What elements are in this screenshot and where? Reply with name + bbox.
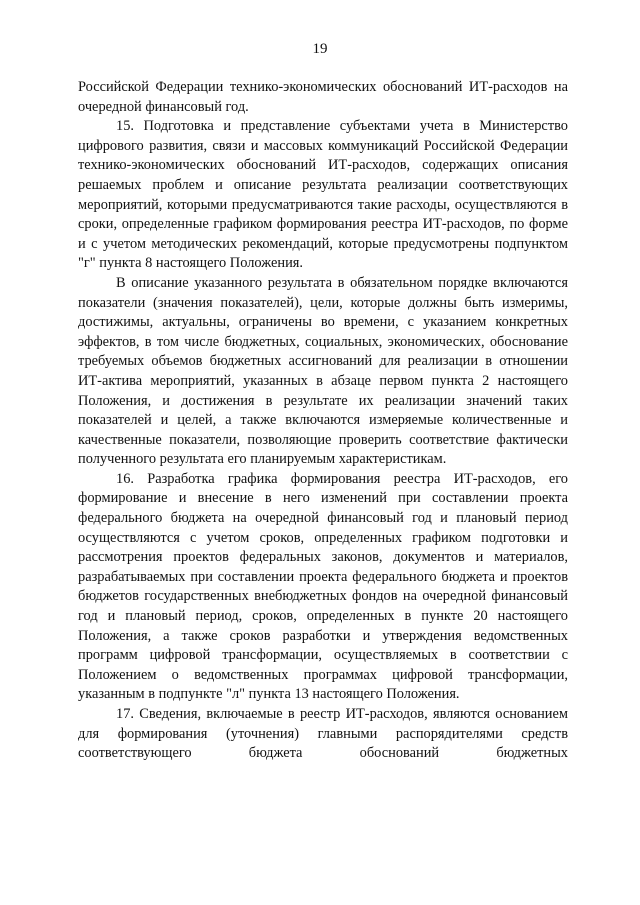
paragraph-continuation: Российской Федерации технико-экономических обоснований ИТ-расходов на очередной финансовый год. (78, 79, 568, 115)
page-number: 19 (312, 41, 328, 57)
paragraph-item-17: 17. Сведения, включаемые в реестр ИТ-расходов, являются основанием для формирования (уточнения) главными распорядителями средств соответствующего бюджета обоснований бюджетных (78, 706, 568, 762)
paragraph-result-description: В описание указанного результата в обязательном порядке включаются показатели (значения показателей), цели, которые должны быть измеримы, достижимы, актуальны, ограничены во времени, с указанием конкретных эффектов, в том числе бюджетных, социальных, экономических, обоснование требуемых объемов бюджетных ассигнований для реализации в отношении ИТ-актива мероприятий, указанных в абзаце первом пункта 2 настоящего Положения, и достижения в результате их реализации значений таких показателей и целей, а также включаются измеряемые количественные и качественные показатели, позволяющие проверить соответствие фактически полученного результата его планируемым характеристикам. (78, 274, 568, 468)
document-body (78, 78, 568, 764)
paragraph-item-16: 16. Разработка графика формирования реестра ИТ-расходов, его формирование и внесение в него изменений при составлении проекта федерального бюджета на очередной финансовый год и плановый период осуществляются с учетом сроков, определенных графиком подготовки и рассмотрения проектов федеральных законов, документов и материалов, разрабатываемых при составлении проекта федерального бюджета и проектов бюджетов государственных внебюджетных фондов на очередной финансовый год и плановый период, сроков, определенных в пункте 20 настоящего Положения, а также сроков разработки и утверждения ведомственных программ цифровой трансформации, осуществляемых в соответствии с Положением о ведомственных программах цифровой трансформации, указанным в подпункте "л" пункта 13 настоящего Положения. (78, 470, 568, 703)
paragraph-item-15: 15. Подготовка и представление субъектами учета в Министерство цифрового развития, связи и массовых коммуникаций Российской Федерации технико-экономических обоснований ИТ-расходов, содержащих описания решаемых проблем и описание результата реализации соответствующих мероприятий, которыми предусматриваются такие расходы, осуществляются в сроки, определенные графиком формирования реестра ИТ-расходов, по форме и с учетом методических рекомендаций, которые предусмотрены подпунктом "г" пункта 8 настоящего Положения. (78, 118, 568, 272)
